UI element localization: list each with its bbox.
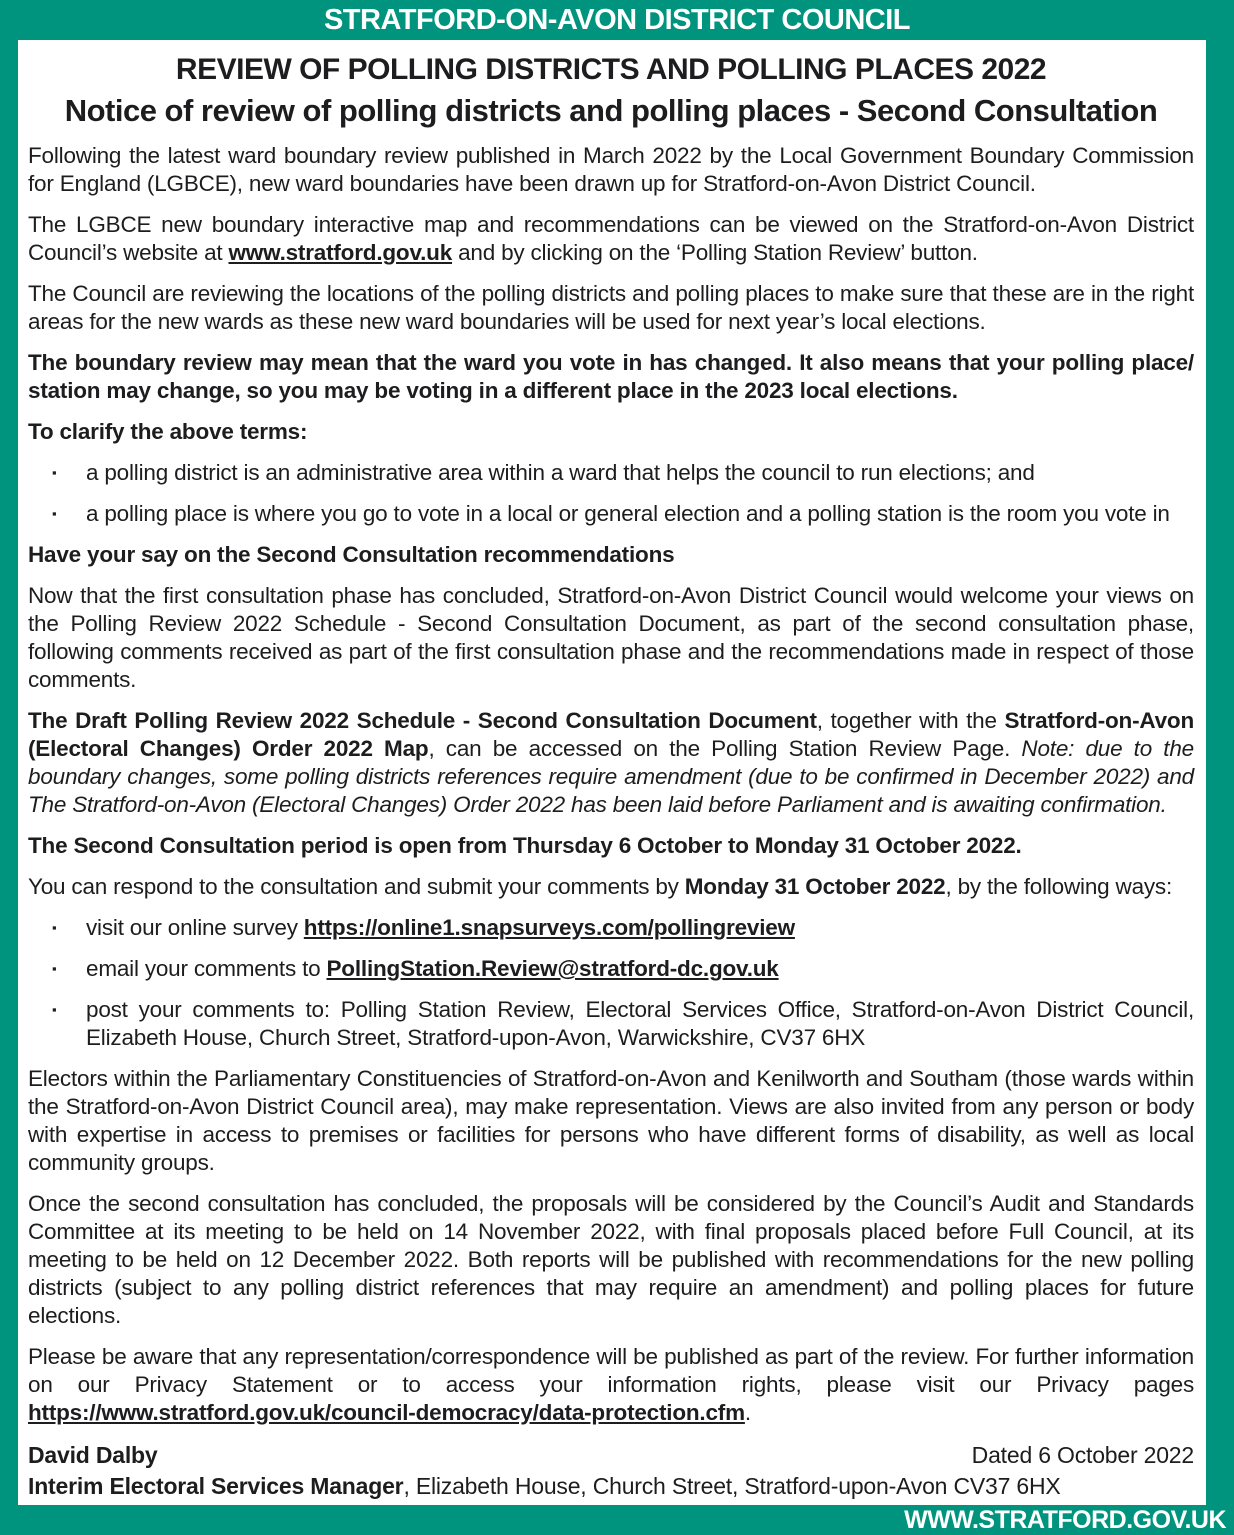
text-segment: visit our online survey [86, 915, 304, 940]
survey-link[interactable]: https://online1.snapsurveys.com/pollingreview [303, 915, 795, 940]
text-segment: The Council are reviewing the locations of the polling districts and polling places to make sure that these are in the right areas for the new wards as these new ward boundaries will be used for next year’s local elections. [28, 281, 1194, 334]
text-segment: You can respond to the consultation and submit your comments by [28, 874, 685, 899]
privacy-pages-link[interactable]: https://www.stratford.gov.uk/council-democracy/data-protection.cfm [28, 1400, 745, 1425]
paragraph [28, 142, 1194, 198]
text-segment: Monday 31 October 2022 [684, 874, 946, 899]
bullet-marker-icon: ▪ [52, 961, 57, 976]
text-segment: Electors within the Parliamentary Constituencies of Stratford-on-Avon and Kenilworth and Southam (those wards within the Stratford-on-Avon District Council area), may make representation. Views are also invited from any person or body with expertise in access to premises or facilities for persons who have different forms of disability, as well as local community groups. [28, 1066, 1194, 1175]
text-segment: email your comments to [86, 956, 327, 981]
text-segment: a polling place is where you go to vote in a local or general election and a polling station is the room you vote in [86, 501, 1170, 526]
text-segment: Please be aware that any representation/correspondence will be published as part of the review. For further information on our Privacy Statement or to access your information rights, please visit our Privacy pages [28, 1344, 1194, 1397]
text-segment: , can be accessed on the Polling Station Review Page. [428, 736, 1022, 761]
text-segment: . [744, 1400, 751, 1425]
bullet-marker-icon: ▪ [52, 465, 57, 480]
text-segment: Once the second consultation has concluded, the proposals will be considered by the Council’s Audit and Standards Committee at its meeting to be held on 14 November 2022, with final proposals placed before Full Council, at its meeting to be held on 12 December 2022. Both reports will be published with recommendations for the new polling districts (subject to any polling district references that may require an amendment) and polling places for future elections. [28, 1191, 1194, 1328]
bullet-item [28, 500, 1194, 528]
text-segment: and by clicking on the ‘Polling Station Review’ button. [452, 240, 978, 265]
text-segment: , together with the [816, 708, 1005, 733]
text-segment: The boundary review may mean that the ward you vote in has changed. It also means that your polling place/ station may change, so you may be voting in a different place in the 2023 local elections. [28, 350, 1194, 403]
bullet-text [86, 500, 1194, 528]
text-segment: Stratford-on-Avon (Electoral Changes) Order 2022 Map [28, 708, 1194, 761]
text-segment: Have your say on the Second Consultation recommendations [28, 542, 675, 567]
paragraph [28, 1065, 1194, 1177]
paragraph [28, 280, 1194, 336]
bullet-text [86, 459, 1194, 487]
footer-bar [0, 1505, 1234, 1535]
bullet-text [86, 955, 1194, 983]
paragraph [28, 582, 1194, 694]
bullet-text [86, 914, 1194, 942]
text-segment: The LGBCE new boundary interactive map and recommendations can be viewed on the Stratford-on-Avon District Council’s website at [28, 212, 1194, 265]
text-segment: post your comments to: Polling Station Review, Electoral Services Office, Stratford-on-Avon District Council, Elizabeth House, Church Street, Stratford-upon-Avon, Warwickshire, CV37 6HX [86, 997, 1194, 1050]
bullet-item [28, 955, 1194, 983]
notice-sheet [18, 40, 1206, 1505]
bullet-item [28, 459, 1194, 487]
paragraph [28, 1343, 1194, 1427]
paragraph [28, 832, 1194, 860]
dated-text: Dated 6 October 2022 [971, 1442, 1194, 1468]
signatory-role: Interim Electoral Services Manager [28, 1473, 404, 1499]
text-segment: Now that the first consultation phase has concluded, Stratford-on-Avon District Council would welcome your views on the Polling Review 2022 Schedule - Second Consultation Document, as part of the second consultation phase, following comments received as part of the first consultation phase and the recommendations made in respect of those comments. [28, 583, 1194, 692]
text-segment: a polling district is an administrative area within a ward that helps the council to run elections; and [86, 460, 1035, 485]
footer-website-link[interactable]: WWW.STRATFORD.GOV.UK [904, 1505, 1226, 1534]
bullet-item [28, 914, 1194, 942]
signatory-name: David Dalby [28, 1442, 158, 1468]
notice-subtitle: Notice of review of polling districts and polling places - Second Consultation [64, 93, 1158, 128]
text-segment: The Second Consultation period is open from Thursday 6 October to Monday 31 October 2022. [28, 833, 1022, 858]
paragraph [28, 349, 1194, 405]
signatory-role-line [28, 1471, 1194, 1502]
signature-row [28, 1440, 1194, 1471]
section-heading [28, 541, 1194, 569]
council-name: STRATFORD-ON-AVON DISTRICT COUNCIL [323, 3, 911, 36]
document-blocks [28, 142, 1194, 1427]
text-segment: Note: due to the boundary changes, some polling districts references require amendment (due to be confirmed in December 2022) and The Stratford-on-Avon (Electoral Changes) Order 2022 has been laid before Parliament and is awaiting confirmation. [28, 736, 1194, 817]
bullet-marker-icon: ▪ [52, 1002, 57, 1017]
paragraph [28, 211, 1194, 267]
bullet-item [28, 996, 1194, 1052]
bullet-text [86, 996, 1194, 1052]
text-segment: , by the following ways: [945, 874, 1173, 899]
bullet-marker-icon: ▪ [52, 920, 57, 935]
stratford-website-link[interactable]: www.stratford.gov.uk [228, 240, 453, 265]
council-header-bar [0, 0, 1234, 40]
text-segment: To clarify the above terms: [28, 419, 308, 444]
text-segment: Following the latest ward boundary review published in March 2022 by the Local Government Boundary Commission for England (LGBCE), new ward boundaries have been drawn up for Stratford-on-Avon District Council. [28, 143, 1194, 196]
text-segment: The Draft Polling Review 2022 Schedule - Second Consultation Document [28, 708, 817, 733]
paragraph [28, 873, 1194, 901]
email-link[interactable]: PollingStation.Review@stratford-dc.gov.uk [326, 956, 779, 981]
bullet-marker-icon: ▪ [52, 506, 57, 521]
paragraph [28, 707, 1194, 819]
section-heading [28, 418, 1194, 446]
notice-title: REVIEW OF POLLING DISTRICTS AND POLLING PLACES 2022 [175, 53, 1047, 86]
paragraph [28, 1190, 1194, 1330]
signatory-address: , Elizabeth House, Church Street, Stratford-upon-Avon CV37 6HX [403, 1473, 1061, 1499]
